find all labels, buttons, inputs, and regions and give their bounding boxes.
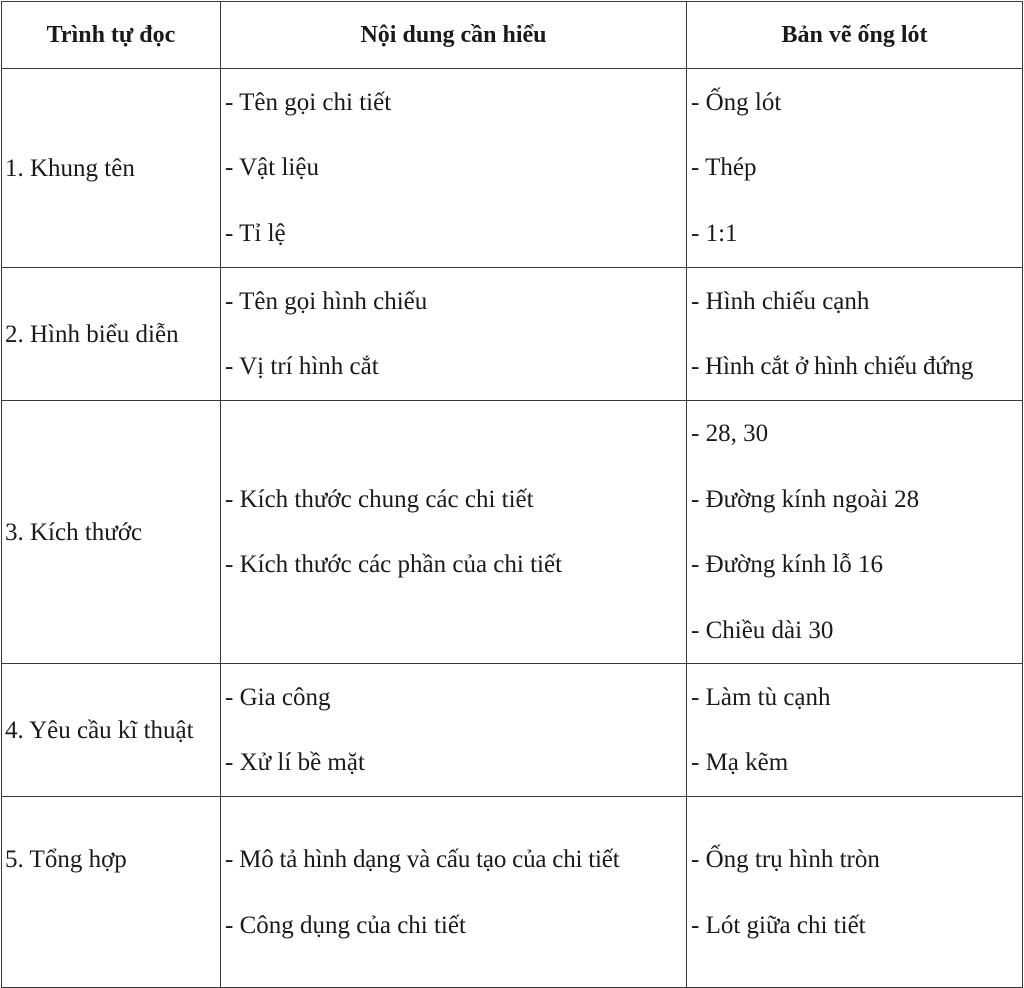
stage-cell: 3. Kích thước — [2, 401, 221, 664]
drawing-line: - Ống lót — [691, 88, 782, 116]
content-line: - Công dụng của chi tiết — [225, 911, 466, 939]
header-row — [2, 2, 1023, 69]
content-cell — [221, 69, 687, 268]
content-line: - Tỉ lệ — [225, 219, 286, 247]
content-line: - Tên gọi chi tiết — [225, 88, 392, 116]
content-cell — [221, 664, 687, 797]
reading-table — [1, 1, 1023, 988]
drawing-cell — [687, 268, 1023, 401]
header-reading-order: Trình tự đọc — [2, 2, 221, 69]
stage-cell: 5. Tổng hợp — [2, 797, 221, 988]
drawing-line: - Làm tù cạnh — [691, 683, 831, 711]
content-line: - Xử lí bề mặt — [225, 749, 365, 776]
content-line: - Vật liệu — [225, 154, 319, 182]
drawing-line: - Hình cắt ở hình chiếu đứng — [691, 353, 974, 380]
table-row — [2, 797, 1023, 988]
table-row — [2, 664, 1023, 797]
drawing-line: - Thép — [691, 154, 757, 182]
drawing-cell — [687, 69, 1023, 268]
drawing-cell — [687, 797, 1023, 988]
content-cell — [221, 401, 687, 664]
header-content-to-understand: Nội dung cần hiểu — [221, 2, 687, 69]
content-cell — [221, 268, 687, 401]
drawing-line: - Ống trụ hình tròn — [691, 846, 880, 873]
content-line: - Gia công — [225, 683, 331, 711]
stage-cell: 4. Yêu cầu kĩ thuật — [2, 664, 221, 797]
stage-cell: 1. Khung tên — [2, 69, 221, 268]
drawing-cell — [687, 664, 1023, 797]
drawing-line: - 1:1 — [691, 219, 738, 247]
content-line: - Tên gọi hình chiếu — [225, 287, 428, 315]
header-bushing-drawing: Bản vẽ ống lót — [687, 2, 1023, 69]
drawing-line: - Lót giữa chi tiết — [691, 911, 866, 939]
table-row — [2, 268, 1023, 401]
drawing-line: - Đường kính lỗ 16 — [691, 551, 884, 578]
drawing-line: - Đường kính ngoài 28 — [691, 485, 920, 513]
drawing-cell — [687, 401, 1023, 664]
content-line: - Mô tả hình dạng và cấu tạo của chi tiết — [225, 846, 620, 873]
stage-cell: 2. Hình biểu diễn — [2, 268, 221, 401]
content-line: - Vị trí hình cắt — [225, 353, 379, 380]
drawing-line: - 28, 30 — [691, 420, 769, 447]
drawing-line: - Mạ kẽm — [691, 749, 789, 776]
content-cell — [221, 797, 687, 988]
content-line: - Kích thước chung các chi tiết — [225, 485, 534, 513]
table-row — [2, 69, 1023, 268]
table-row — [2, 401, 1023, 664]
drawing-line: - Chiều dài 30 — [691, 616, 834, 644]
drawing-line: - Hình chiếu cạnh — [691, 287, 870, 315]
content-line: - Kích thước các phần của chi tiết — [225, 551, 563, 578]
